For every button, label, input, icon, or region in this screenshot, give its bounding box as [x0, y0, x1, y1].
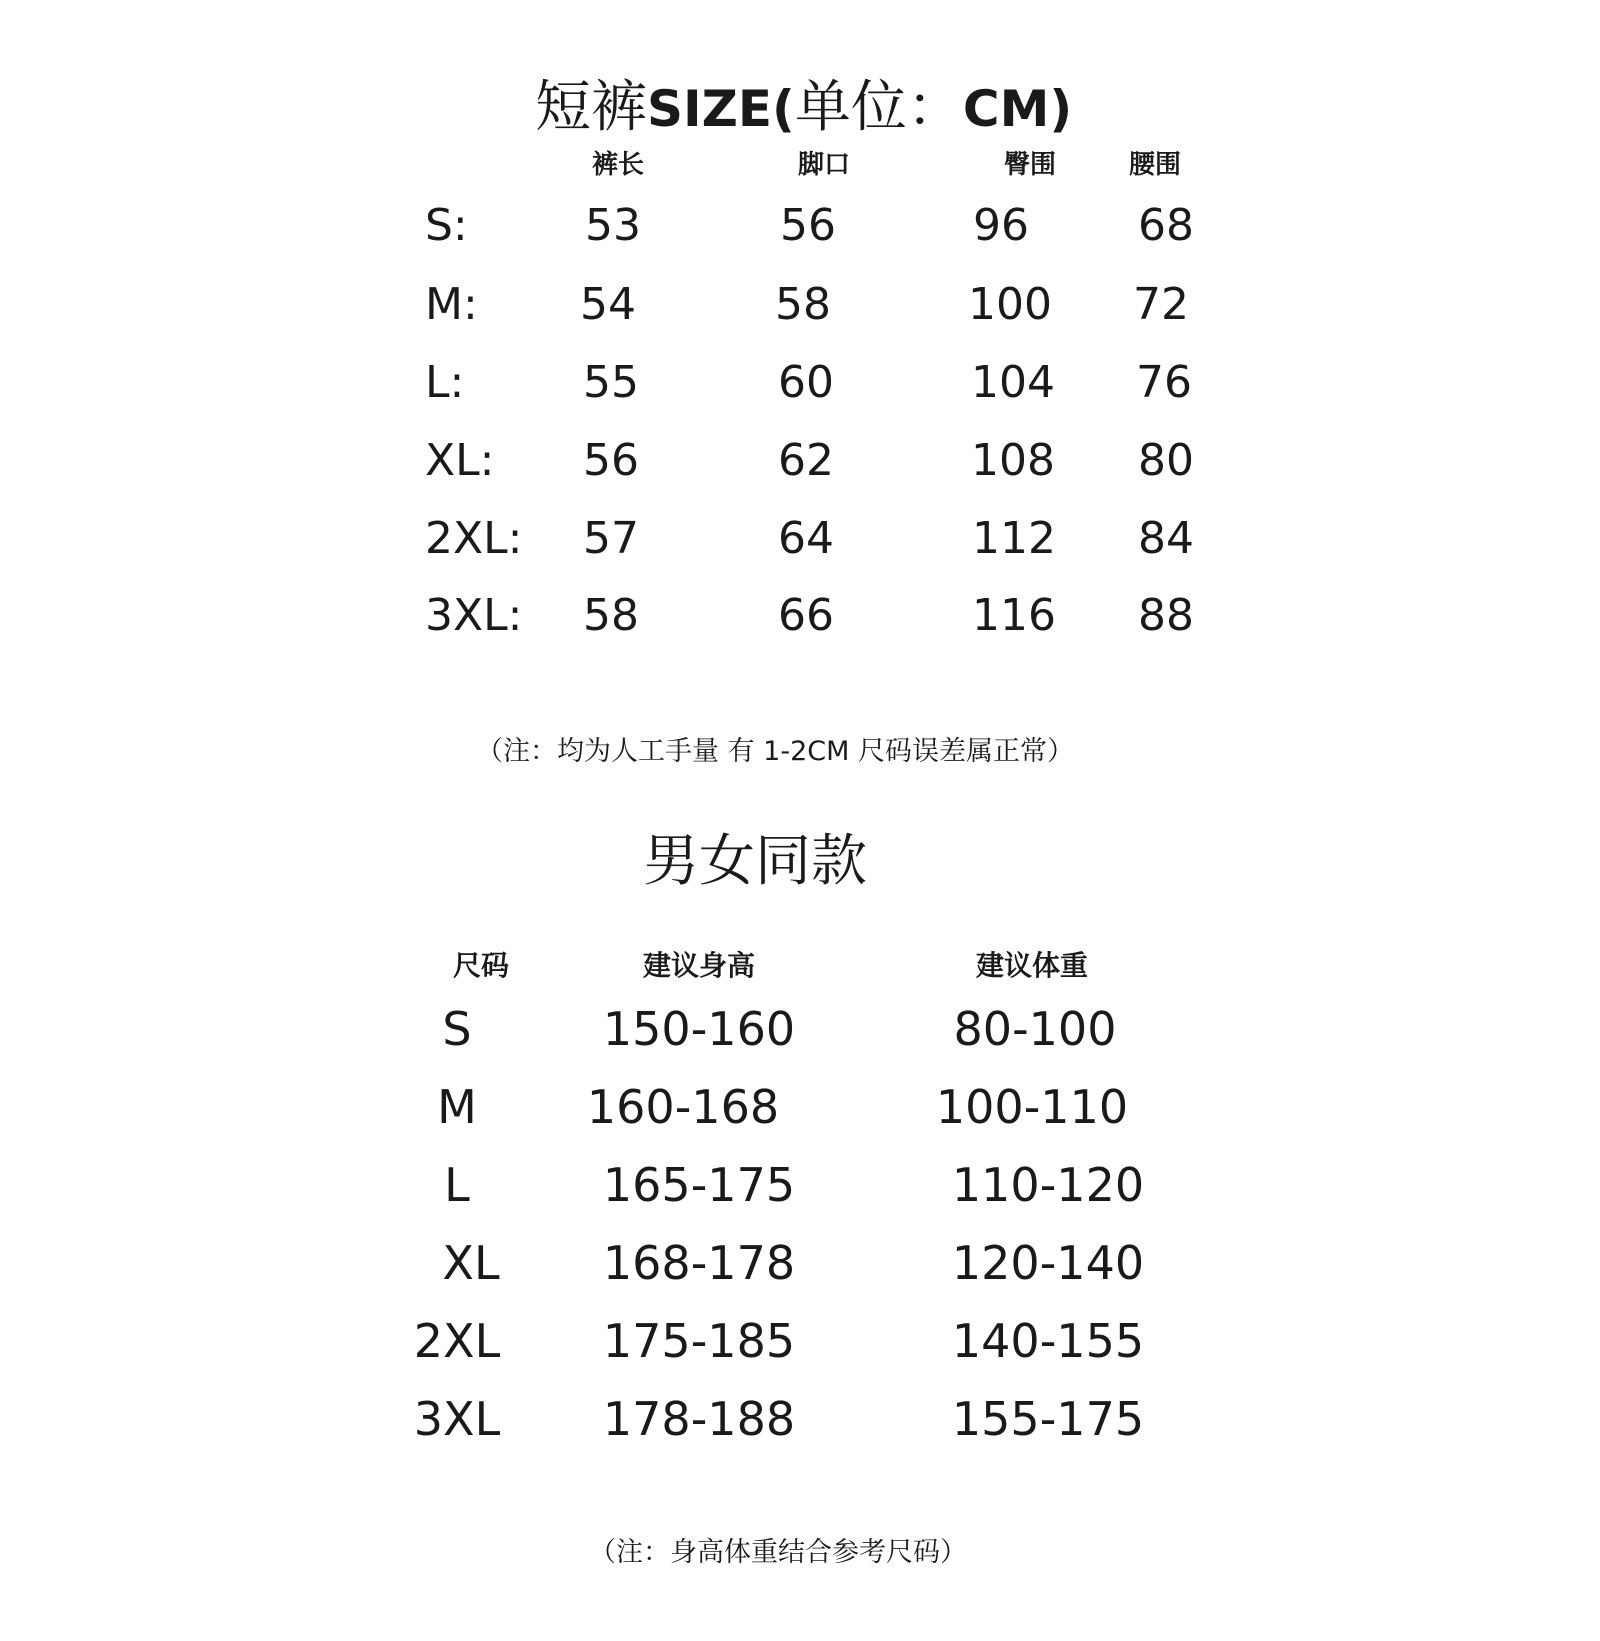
- shorts-cell: 62: [778, 435, 834, 486]
- unisex-row-weight: 140-155: [951, 1314, 1145, 1368]
- shorts-cell: 57: [583, 513, 639, 564]
- shorts-cell: 116: [972, 590, 1056, 641]
- col-header-size: 尺码: [452, 949, 510, 982]
- unisex-row-height: 175-185: [602, 1314, 796, 1368]
- title-unit-cn: 单位：: [794, 75, 963, 140]
- shorts-cell: 58: [583, 590, 639, 641]
- unisex-reference-note: （注：身高体重结合参考尺码）: [589, 1537, 967, 1568]
- shorts-cell: 96: [973, 200, 1029, 251]
- shorts-cell: 108: [971, 435, 1055, 486]
- unisex-row-weight: 110-120: [951, 1158, 1145, 1212]
- shorts-row-size: 2XL:: [425, 513, 523, 564]
- unisex-row-height: 150-160: [602, 1002, 796, 1056]
- shorts-cell: 112: [972, 513, 1056, 564]
- shorts-size-title: [535, 72, 1072, 145]
- shorts-cell: 88: [1138, 590, 1194, 641]
- shorts-cell: 55: [583, 357, 639, 408]
- unisex-row-weight: 100-110: [935, 1080, 1129, 1134]
- col-header-weight: 建议体重: [975, 949, 1089, 982]
- shorts-cell: 80: [1138, 435, 1194, 486]
- shorts-row-size: M:: [425, 279, 478, 330]
- shorts-cell: 58: [775, 279, 831, 330]
- unisex-title: 男女同款: [643, 829, 867, 894]
- title-size: SIZE(: [647, 80, 795, 138]
- title-shorts-cn: 短裤: [535, 75, 647, 140]
- unisex-row-weight: 155-175: [951, 1392, 1145, 1446]
- unisex-row-weight: 120-140: [951, 1236, 1145, 1290]
- col-header-hip: 臀围: [1003, 150, 1057, 180]
- unisex-row-height: 160-168: [586, 1080, 780, 1134]
- shorts-row-size: XL:: [425, 435, 495, 486]
- unisex-row-size: L: [444, 1158, 470, 1212]
- shorts-cell: 56: [583, 435, 639, 486]
- shorts-cell: 54: [580, 279, 636, 330]
- shorts-cell: 64: [778, 513, 834, 564]
- unisex-row-height: 178-188: [602, 1392, 796, 1446]
- shorts-cell: 76: [1136, 357, 1192, 408]
- unisex-row-height: 165-175: [602, 1158, 796, 1212]
- unisex-row-size: S: [442, 1002, 472, 1056]
- shorts-cell: 68: [1138, 200, 1194, 251]
- unisex-row-size: 2XL: [413, 1314, 501, 1368]
- shorts-row-size: 3XL:: [425, 590, 523, 641]
- shorts-cell: 66: [778, 590, 834, 641]
- unisex-row-height: 168-178: [602, 1236, 796, 1290]
- shorts-cell: 100: [968, 279, 1052, 330]
- shorts-row-size: L:: [425, 357, 465, 408]
- shorts-cell: 56: [780, 200, 836, 251]
- shorts-cell: 72: [1133, 279, 1189, 330]
- col-header-height: 建议身高: [642, 949, 756, 982]
- shorts-row-size: S:: [425, 200, 468, 251]
- shorts-cell: 104: [971, 357, 1055, 408]
- col-header-length: 裤长: [591, 150, 645, 180]
- unisex-row-size: XL: [442, 1236, 500, 1290]
- shorts-cell: 84: [1138, 513, 1194, 564]
- unisex-row-size: 3XL: [413, 1392, 501, 1446]
- shorts-measurement-note: （注：均为人工手量 有 1-2CM 尺码误差属正常）: [476, 736, 1074, 767]
- unisex-row-size: M: [437, 1080, 477, 1134]
- unisex-row-weight: 80-100: [953, 1002, 1117, 1056]
- shorts-cell: 53: [585, 200, 641, 251]
- shorts-cell: 60: [778, 357, 834, 408]
- col-header-leg-opening: 脚口: [797, 150, 851, 180]
- title-unit: CM): [962, 80, 1073, 138]
- col-header-waist: 腰围: [1128, 150, 1182, 180]
